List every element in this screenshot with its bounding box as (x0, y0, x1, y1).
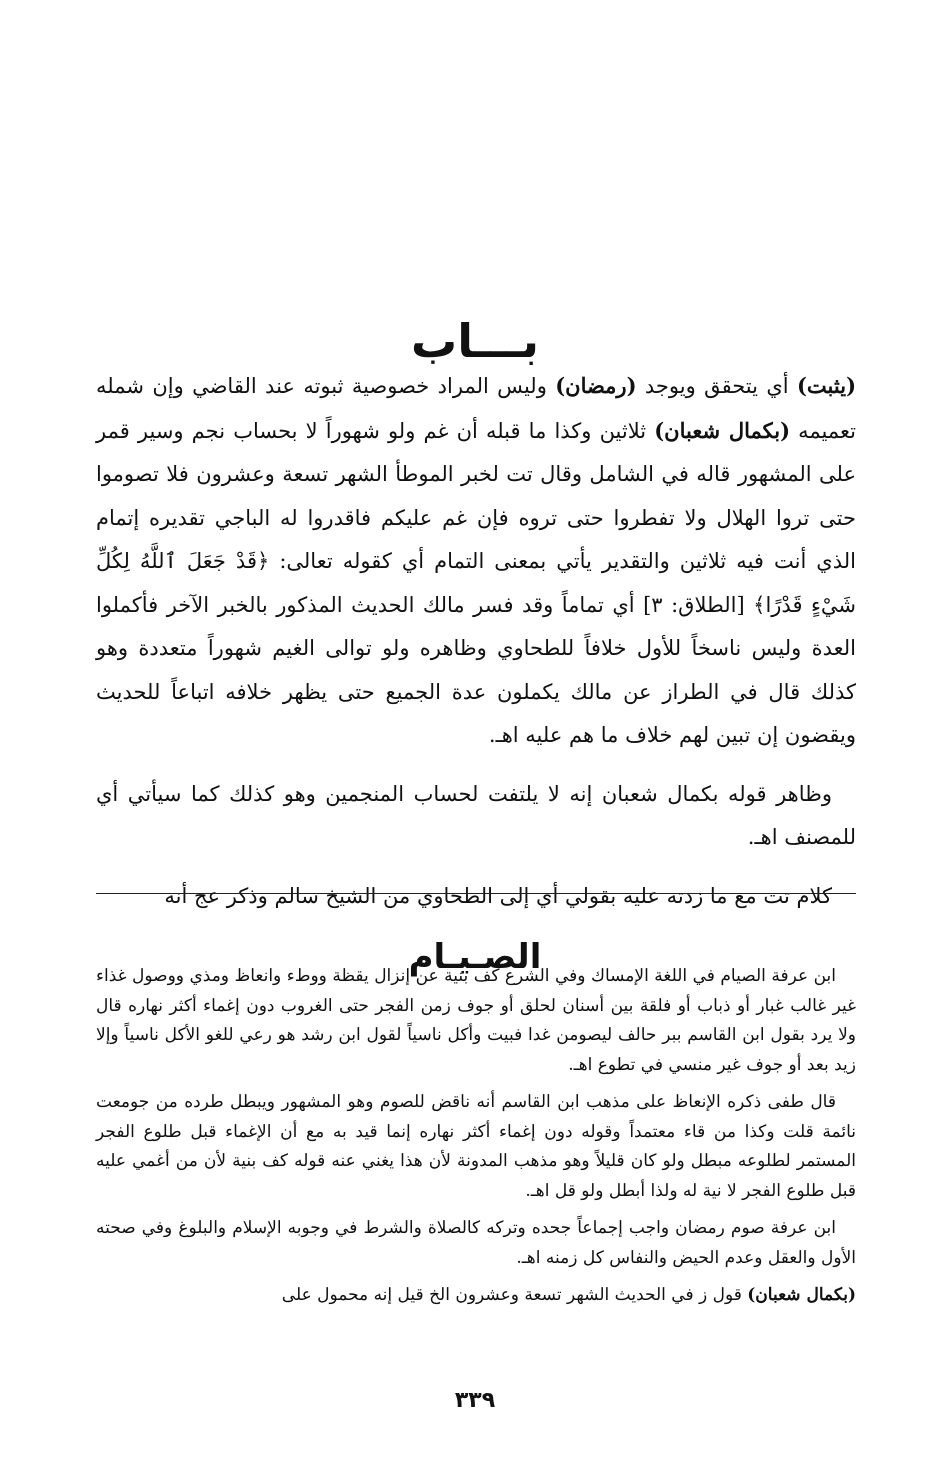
upper-paragraph-2: وظاهر قوله بكمال شعبان إنه لا يلتفت لحساب المنجمين وهو كذلك كما سيأتي أي للمصنف اهـ. (96, 781, 856, 849)
commentary-lower (96, 962, 856, 1319)
upper-paragraph-1 (96, 364, 856, 758)
keyword-bikamal-shaban: (بكمال شعبان) (747, 1285, 856, 1305)
lower-paragraph-1: ابن عرفة الصيام في اللغة الإمساك وفي الشرع كف بنية عن إنزال يقظة ووطء وانعاظ ومذي ووصول غذاء غير غالب غبار أو ذباب أو فلقة بين أسنان لحلق أو جوف زمن الفجر حتى الغروب دون إغماء أكثر نهاره قال ولا يرد بقول ابن القاسم ببر حالف ليصومن غدا فبيت وأكل ناسياً لقول ابن رشد هو رعي للغو الأكل ناسياً وإلا زيد بعد أو جوف غير منسي في تطوع اهـ. (96, 966, 856, 1075)
section-divider (96, 893, 856, 894)
lower-paragraph-4 (96, 1281, 856, 1311)
page-number: ٣٣٩ (454, 1388, 496, 1413)
keyword-bikamal-shaban: (بكمال شعبان) (654, 417, 791, 443)
keyword-yathbut: (يثبت) (797, 373, 857, 398)
text-run: أي يتحقق ويوجد (636, 374, 797, 398)
text-run: وليس المراد خصوصية ثبوته عند القاضي وإن شمله تعميمه (96, 374, 856, 443)
keyword-ramadan: (رمضان) (555, 373, 637, 398)
section-title: الصـيـام (408, 937, 542, 978)
chapter-title: بـــاب (411, 313, 539, 368)
upper-paragraph-3: كلام تت مع ما زدته عليه بقولي أي إلى الطحاوي من الشيخ سالم وذكر عج أنه (164, 883, 832, 908)
lower-paragraph-2: قال طفى ذكره الإنعاظ على مذهب ابن القاسم أنه ناقض للصوم وهو المشهور ويبطل طرده من جومعت نائمة قلت وكذا من قاء معتمداً وقوله دون إغماء أكثر نهاره إنما قيد به مع أن الإغماء قبل طلوع الفجر المستمر لطلوعه مبطل ولو كان قليلاً وهو مذهب المدونة لأن هذا يغني عنه قوله كف بنية لأن من أغمي عليه قبل طلوع الفجر لا نية له ولذا أبطل ولو قل اهـ. (96, 1092, 856, 1201)
lower-paragraph-3: ابن عرفة صوم رمضان واجب إجماعاً جحده وتركه كالصلاة والشرط في وجوبه الإسلام والبلوغ وفي صحته الأول والعقل وعدم الحيض والنفاس كل زمنه اهـ. (96, 1218, 856, 1268)
commentary-upper (96, 364, 856, 933)
text-run: ثلاثين وكذا ما قبله أن غم ولو شهوراً لا بحساب نجم وسير قمر على المشهور قاله في الشامل وقال تت لخبر الموطأ الشهر تسعة وعشرون فلا تصوموا حتى تروا الهلال ولا تفطروا حتى تروه فإن غم عليكم فاقدروا له الباجي تقديره إتمام الذي أنت فيه ثلاثين والتقدير يأتي بمعنى التمام أي كقوله تعالى: ﴿قَدْ جَعَلَ ٱللَّهُ لِكُلِّ شَيْءٍ قَدْرًا﴾ [الطلاق: ٣] أي تماماً وقد فسر مالك الحديث المذكور بالخبر الآخر فأكملوا العدة وليس ناسخاً للأول خلافاً للطحاوي وظاهره ولو توالى الغيم شهوراً متعددة وهو كذلك قال في الطراز عن مالك يكملون عدة الجميع حتى يظهر خلافه اتباعاً للحديث ويقضون إن تبين لهم خلاف ما هم عليه اهـ. (96, 418, 856, 747)
text-run: قول ز في الحديث الشهر تسعة وعشرون الخ قيل إنه محمول على (281, 1285, 748, 1305)
